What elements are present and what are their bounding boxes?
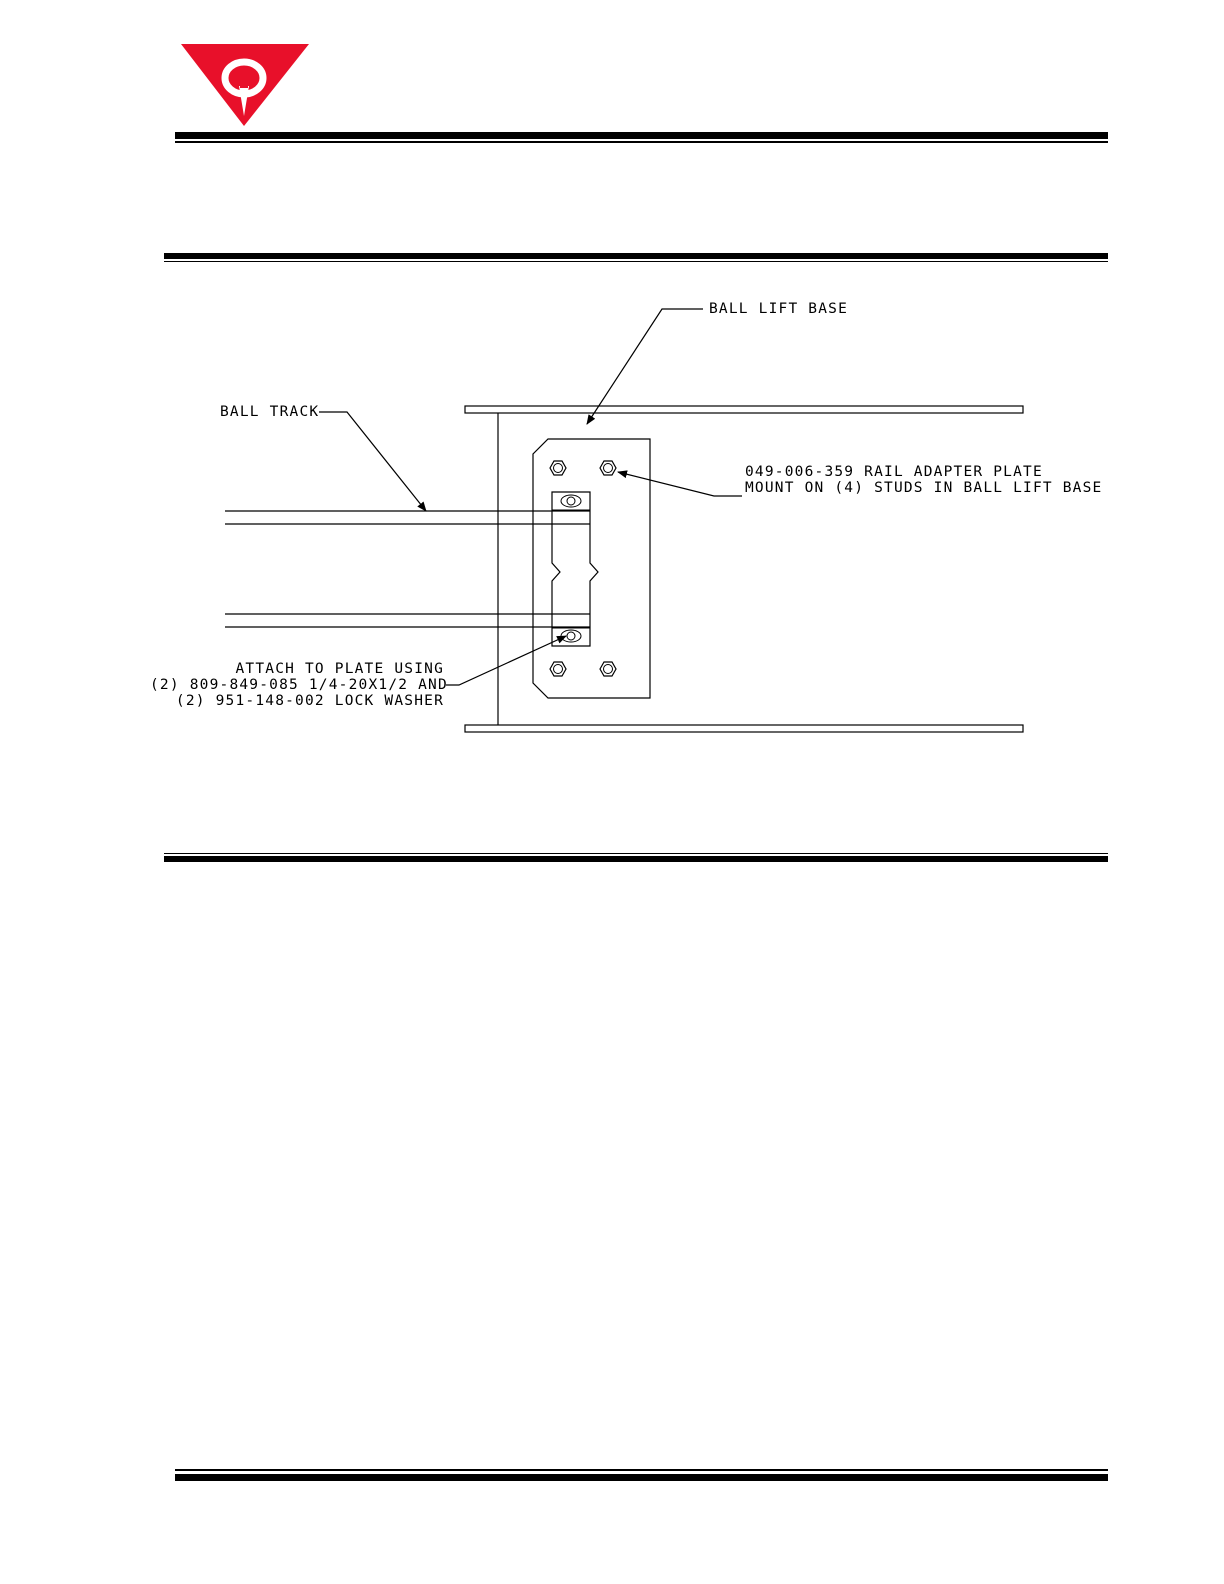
footer-rule-thick	[175, 1474, 1108, 1481]
screw-icon	[561, 630, 581, 642]
track-bracket	[552, 492, 598, 646]
ball-lift-base-top-rail	[465, 406, 1023, 413]
section-bottom-rule-thin	[164, 853, 1108, 854]
screw-icon	[561, 495, 581, 507]
label-ball-lift-base: BALL LIFT BASE	[709, 301, 849, 317]
stud-hex-nut-icon	[550, 461, 566, 475]
leader-ball-lift-base	[587, 309, 703, 424]
section-bottom-rule-thick	[164, 856, 1108, 862]
label-attach-line1: ATTACH TO PLATE USING	[235, 661, 444, 677]
label-attach-line3: (2) 951-148-002 LOCK WASHER	[175, 693, 444, 709]
label-rail-adapter-line1: 049-006-359 RAIL ADAPTER PLATE	[745, 464, 1043, 480]
rail-adapter-plate	[533, 439, 650, 698]
footer-rule-thin	[175, 1469, 1108, 1471]
leader-attach-screws	[446, 636, 566, 685]
stud-hex-nut-icon	[550, 662, 566, 676]
stud-hex-nut-icon	[600, 662, 616, 676]
label-attach-line2: (2) 809-849-085 1/4-20X1/2 AND	[150, 677, 448, 693]
ball-lift-base-bottom-rail	[465, 725, 1023, 732]
leader-rail-adapter-plate	[618, 472, 742, 496]
stud-hex-nut-icon	[600, 461, 616, 475]
label-rail-adapter-line2: MOUNT ON (4) STUDS IN BALL LIFT BASE	[745, 480, 1103, 496]
leader-ball-track	[319, 412, 426, 511]
label-ball-track: BALL TRACK	[220, 404, 320, 420]
